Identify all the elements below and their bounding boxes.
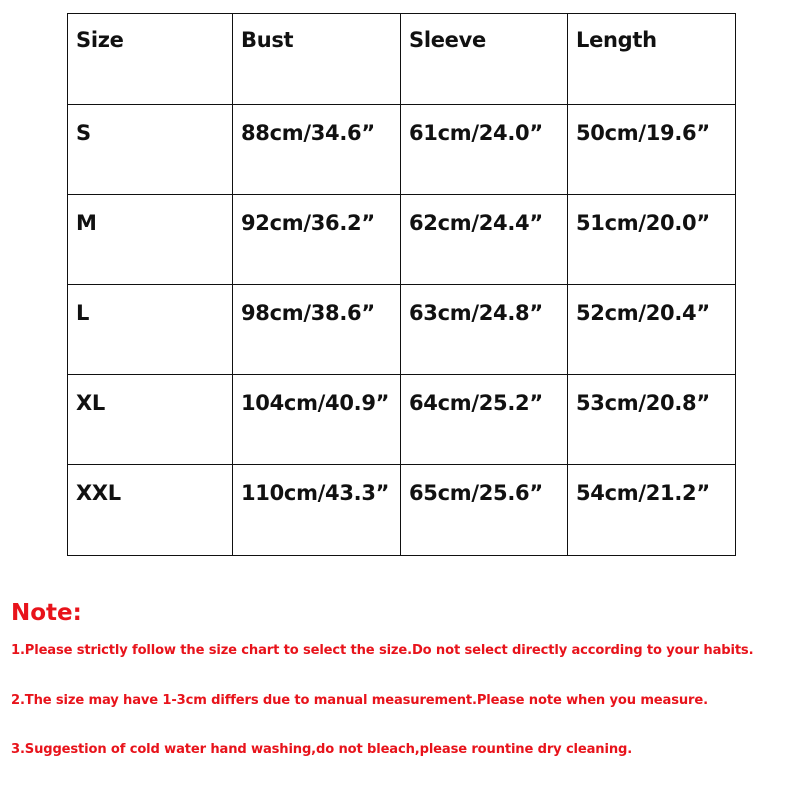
- cell-bust: 98cm/38.6”: [233, 285, 401, 375]
- table-header-row: [68, 14, 736, 105]
- cell-size: L: [68, 285, 233, 375]
- cell-size: XL: [68, 375, 233, 465]
- cell-length: 52cm/20.4”: [568, 285, 736, 375]
- table-row: [68, 105, 736, 195]
- cell-sleeve: 61cm/24.0”: [401, 105, 568, 195]
- cell-bust: 110cm/43.3”: [233, 465, 401, 556]
- cell-bust: 104cm/40.9”: [233, 375, 401, 465]
- cell-bust: 88cm/34.6”: [233, 105, 401, 195]
- note-line-1: 1.Please strictly follow the size chart to select the size.Do not select directly according to your habits.: [11, 643, 754, 658]
- header-sleeve: Sleeve: [401, 14, 568, 105]
- cell-length: 51cm/20.0”: [568, 195, 736, 285]
- cell-size: S: [68, 105, 233, 195]
- table-row: [68, 285, 736, 375]
- note-line-2: 2.The size may have 1-3cm differs due to manual measurement.Please note when you measure.: [11, 693, 708, 708]
- table-row: [68, 375, 736, 465]
- cell-sleeve: 64cm/25.2”: [401, 375, 568, 465]
- note-title: Note:: [11, 600, 82, 626]
- cell-sleeve: 65cm/25.6”: [401, 465, 568, 556]
- size-chart-table: [67, 13, 736, 556]
- cell-bust: 92cm/36.2”: [233, 195, 401, 285]
- cell-length: 50cm/19.6”: [568, 105, 736, 195]
- header-length: Length: [568, 14, 736, 105]
- note-line-3: 3.Suggestion of cold water hand washing,do not bleach,please rountine dry cleaning.: [11, 742, 633, 757]
- cell-length: 54cm/21.2”: [568, 465, 736, 556]
- header-bust: Bust: [233, 14, 401, 105]
- cell-sleeve: 63cm/24.8”: [401, 285, 568, 375]
- cell-size: M: [68, 195, 233, 285]
- cell-size: XXL: [68, 465, 233, 556]
- header-size: Size: [68, 14, 233, 105]
- table-row: [68, 195, 736, 285]
- table-row: [68, 465, 736, 556]
- cell-sleeve: 62cm/24.4”: [401, 195, 568, 285]
- cell-length: 53cm/20.8”: [568, 375, 736, 465]
